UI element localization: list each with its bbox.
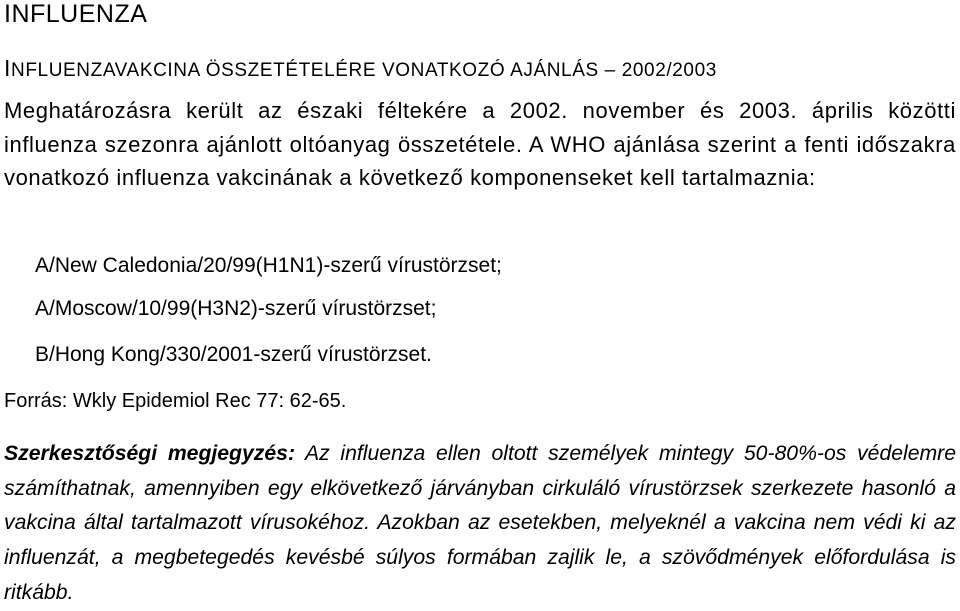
document-subheading: [4, 56, 717, 83]
editorial-note: [4, 437, 956, 611]
intro-paragraph: Meghatározásra került az északi féltekére a 2002. november és 2003. április közötti influenza szezonra ajánlott oltóanyag összetétele. A WHO ajánlása szerint a fenti időszakra vonatkozó influenza vakcinának a következő komponenseket kell tartalmaznia:: [4, 98, 956, 191]
document-heading: INFLUENZA: [4, 0, 148, 28]
editorial-note-text: Az influenza ellen oltott személyek mintegy 50-80%-os védelemre számíthatnak, amennyiben egy elkövetkező járványban cirkuláló vírustörzsek szerkezete hasonló a vakcina által tartalmazott vírusokéhoz. Azokban az esetekben, melyeknél a vakcina nem védi ki az influenzát, a megbetegedés kevésbé súlyos formában zajlik le, a szövődmények előfordulása is ritkább.: [4, 442, 957, 604]
subheading-rest: NFLUENZAVAKCINA ÖSSZETÉTELÉRE VONATKOZÓ AJÁNLÁS – 2002/2003: [11, 60, 717, 81]
editorial-note-label: Szerkesztőségi megjegyzés:: [4, 442, 296, 465]
subheading-initial: I: [4, 55, 11, 81]
strain-item: A/New Caledonia/20/99(H1N1)-szerű vírustörzset;: [35, 254, 502, 277]
strain-item: A/Moscow/10/99(H3N2)-szerű vírustörzset;: [35, 297, 437, 320]
strain-item: B/Hong Kong/330/2001-szerű vírustörzset.: [35, 343, 432, 366]
source-citation: Forrás: Wkly Epidemiol Rec 77: 62-65.: [4, 390, 347, 412]
